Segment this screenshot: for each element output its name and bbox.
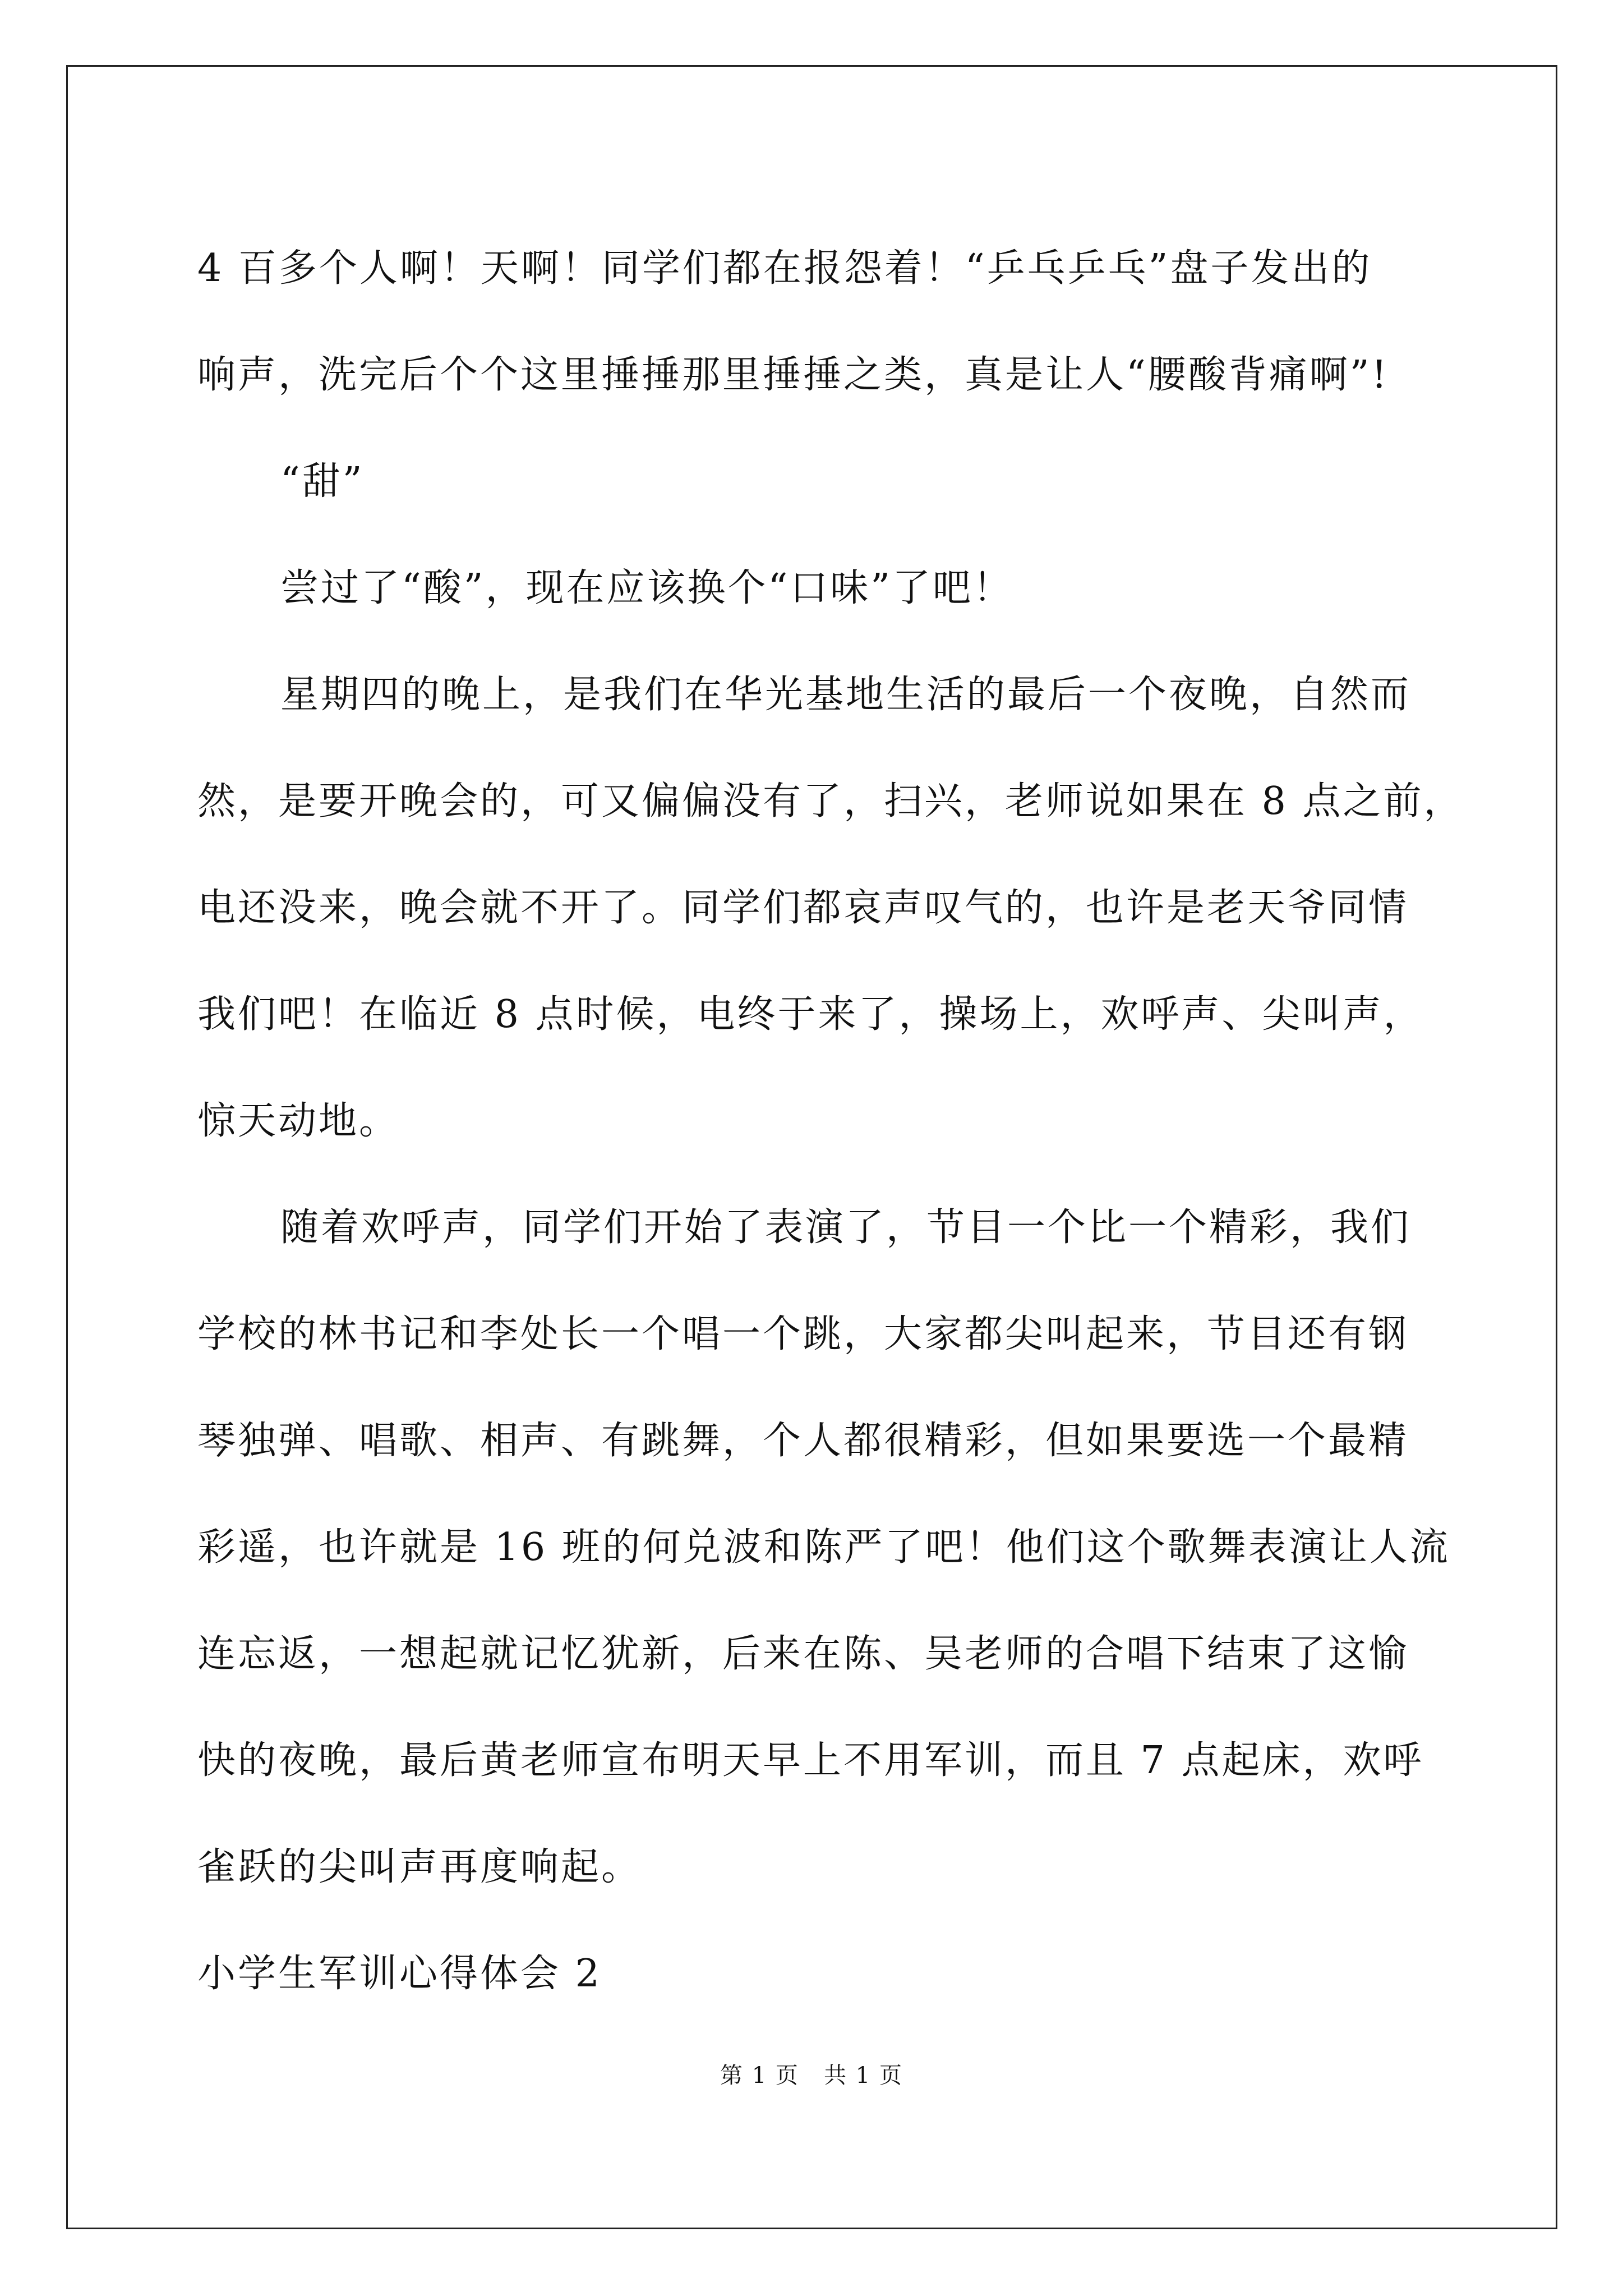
text-line: 星期四的晚上，是我们在华光基地生活的最后一个夜晚，自然而 (280, 673, 1412, 717)
text-line: 彩遥，也许就是 16 班的何兑波和陈严了吧！他们这个歌舞表演让人流 (197, 1525, 1450, 1570)
text-line: 然，是要开晚会的，可又偏偏没有了，扫兴，老师说如果在 8 点之前， (197, 779, 1464, 823)
text-line: 连忘返，一想起就记忆犹新，后来在陈、吴老师的合唱下结束了这愉 (197, 1632, 1409, 1676)
text-line: 学校的林书记和李处长一个唱一个跳，大家都尖叫起来，节目还有钢 (197, 1312, 1409, 1356)
page-footer: 第 1 页 共 1 页 (720, 2063, 903, 2088)
text-line: 雀跃的尖叫声再度响起。 (197, 1845, 642, 1889)
text-line: 尝过了“酸”，现在应该换个“口味”了吧！ (280, 566, 1014, 610)
text-line: 4 百多个人啊！天啊！同学们都在报怨着！“乒乓乒乓”盘子发出的 (197, 246, 1372, 291)
text-line: 电还没来，晚会就不开了。同学们都哀声叹气的，也许是老天爷同情 (197, 886, 1409, 930)
section-heading-sweet: “甜” (280, 459, 365, 504)
article-title: 小学生军训心得体会 2 (197, 1952, 602, 1996)
document-body (197, 215, 1464, 2027)
text-line: 随着欢呼声，同学们开始了表演了，节目一个比一个精彩，我们 (280, 1205, 1412, 1250)
text-line: 琴独弹、唱歌、相声、有跳舞，个人都很精彩，但如果要选一个最精 (197, 1419, 1409, 1463)
text-line: 快的夜晚，最后黄老师宣布明天早上不用军训，而且 7 点起床，欢呼 (197, 1738, 1424, 1783)
text-line: 我们吧！在临近 8 点时候，电终于来了，操场上，欢呼声、尖叫声， (197, 992, 1424, 1037)
text-line: 惊天动地。 (197, 1099, 400, 1143)
text-line: 响声，洗完后个个这里捶捶那里捶捶之类，真是让人“腰酸背痛啊”! (197, 353, 1389, 397)
